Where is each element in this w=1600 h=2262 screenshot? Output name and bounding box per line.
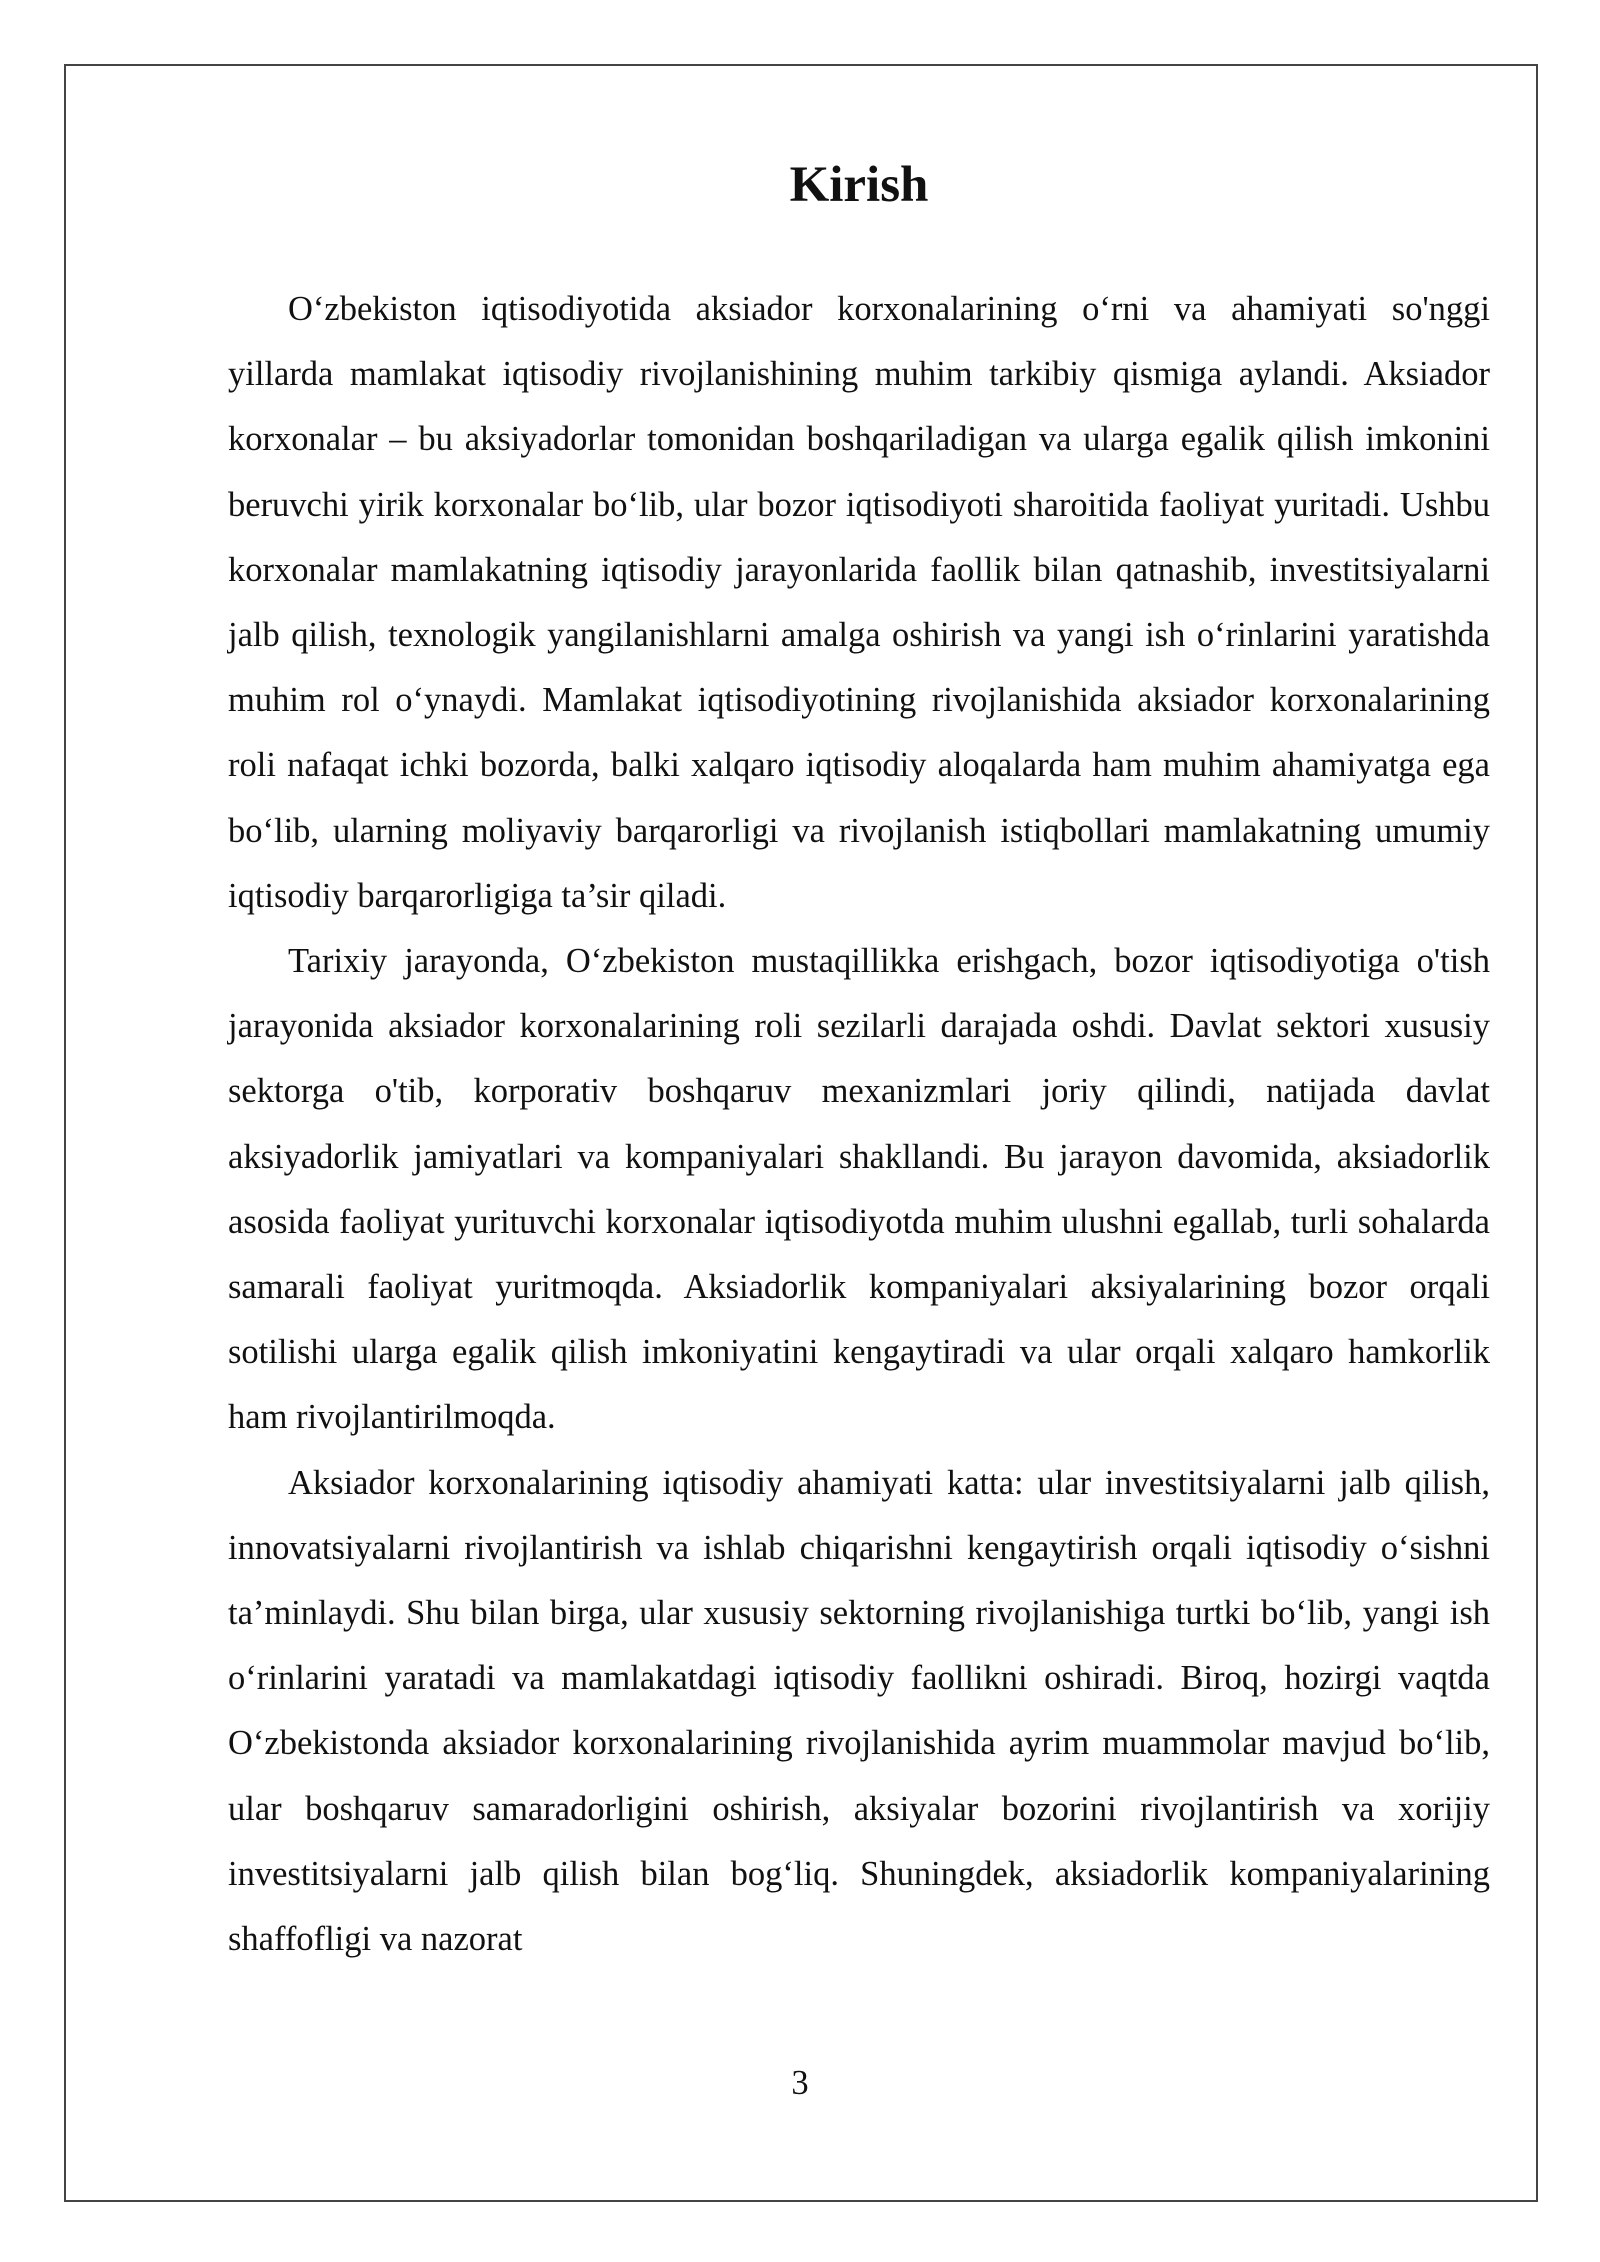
paragraph-2: Tarixiy jarayonda, O‘zbekiston mustaqillikka erishgach, bozor iqtisodiyotiga o'tish jarayonida aksiador korxonalarining roli sezilarli darajada oshdi. Davlat sektori xususiy sektorga o'tib, korporativ boshqaruv mexanizmlari joriy qilindi, natijada davlat aksiyadorlik jamiyatlari va kompaniyalari shakllandi. Bu jarayon davomida, aksiadorlik asosida faoliyat yurituvchi korxonalar iqtisodiyotda muhim ulushni egallab, turli sohalarda samarali faoliyat yuritmoqda. Aksiadorlik kompaniyalari aksiyalarining bozor orqali sotilishi ularga egalik qilish imkoniyatini kengaytiradi va ular orqali xalqaro hamkorlik ham rivojlantirilmoqda. [228,942,1490,1437]
page-title: Kirish [789,157,929,213]
paragraph-1: O‘zbekiston iqtisodiyotida aksiador korxonalarining o‘rni va ahamiyati so'nggi yillarda mamlakat iqtisodiy rivojlanishining muhim tarkibiy qismiga aylandi. Aksiador korxonalar – bu aksiyadorlar tomonidan boshqariladigan va ularga egalik qilish imkonini beruvchi yirik korxonalar bo‘lib, ular bozor iqtisodiyoti sharoitida faoliyat yuritadi. Ushbu korxonalar mamlakatning iqtisodiy jarayonlarida faollik bilan qatnashib, investitsiyalarni jalb qilish, texnologik yangilanishlarni amalga oshirish va yangi ish o‘rinlarini yaratishda muhim rol o‘ynaydi. Mamlakat iqtisodiyotining rivojlanishida aksiador korxonalarining roli nafaqat ichki bozorda, balki xalqaro iqtisodiy aloqalarda ham muhim ahamiyatga ega bo‘lib, ularning moliyaviy barqarorligi va rivojlanish istiqbollari mamlakatning umumiy iqtisodiy barqarorligiga ta’sir qiladi. [228,290,1490,915]
paragraph-3: Aksiador korxonalarining iqtisodiy ahamiyati katta: ular investitsiyalarni jalb qilish, innovatsiyalarni rivojlantirish va ishlab chiqarishni kengaytirish orqali iqtisodiy o‘sishni ta’minlaydi. Shu bilan birga, ular xususiy sektorning rivojlanishiga turtki bo‘lib, yangi ish o‘rinlarini yaratadi va mamlakatdagi iqtisodiy faollikni oshiradi. Biroq, hozirgi vaqtda O‘zbekistonda aksiador korxonalarining rivojlanishida ayrim muammolar mavjud bo‘lib, ular boshqaruv samaradorligini oshirish, aksiyalar bozorini rivojlantirish va xorijiy investitsiyalarni jalb qilish bilan bog‘liq. Shuningdek, aksiadorlik kompaniyalarining shaffofligi va nazorat [228,1463,1490,1959]
page-number: 3 [791,2064,809,2102]
document-body [228,277,1490,1972]
document-content [228,140,1490,1972]
